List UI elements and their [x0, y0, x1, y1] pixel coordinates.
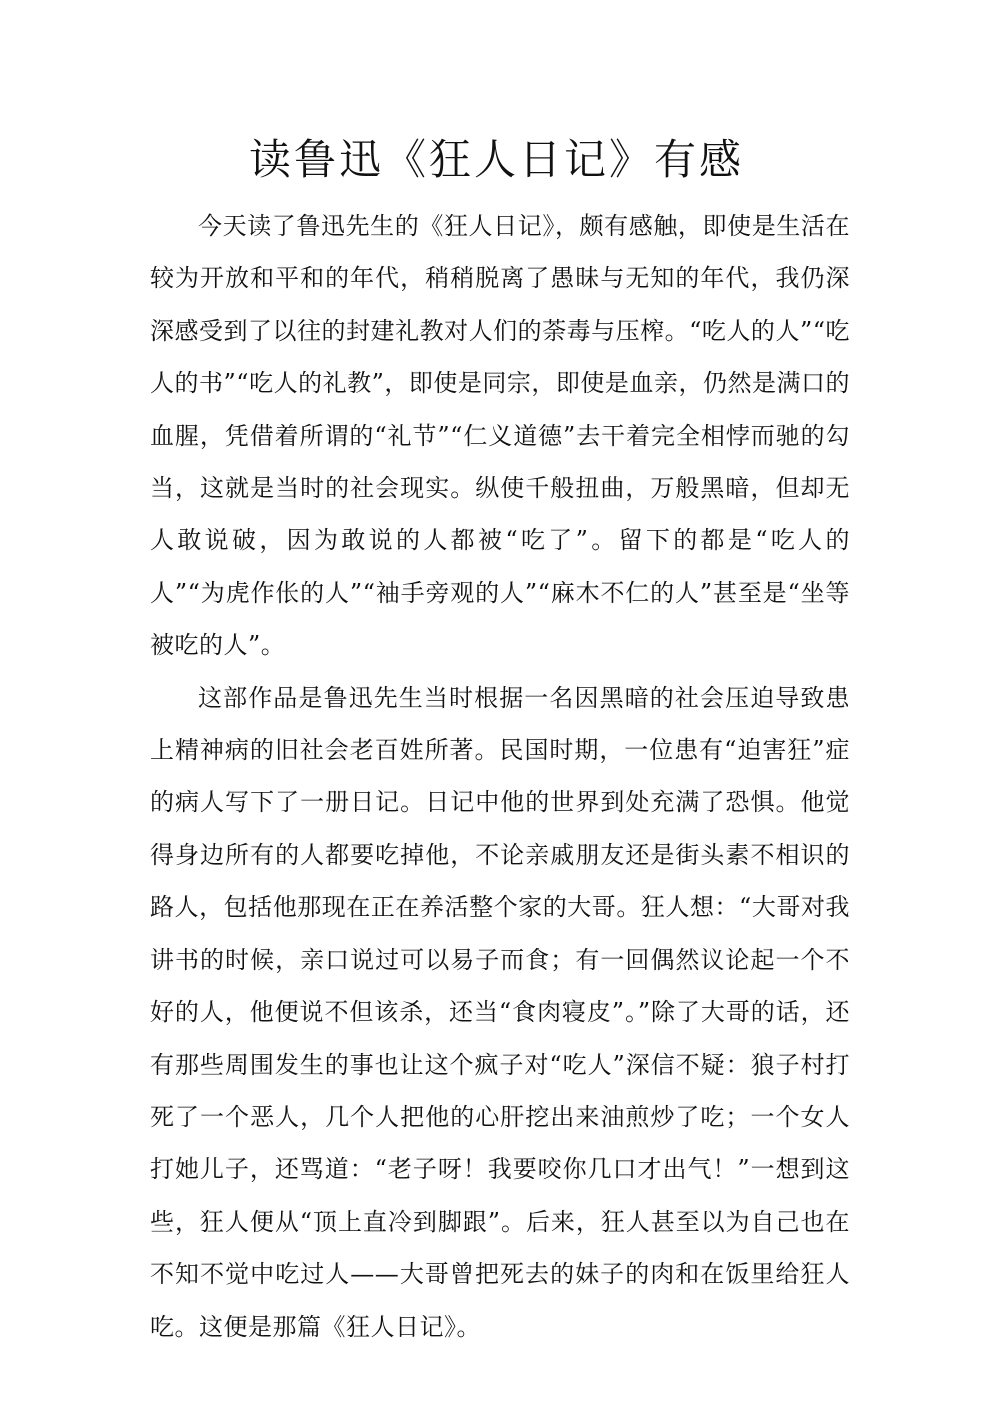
document-body: [150, 200, 850, 1353]
paragraph-2: 这部作品是鲁迅先生当时根据一名因黑暗的社会压迫导致患上精神病的旧社会老百姓所著。民国时期，一位患有“迫害狂”症的病人写下了一册日记。日记中他的世界到处充满了恐惧。他觉得身边所有的人都要吃掉他，不论亲戚朋友还是街头素不相识的路人，包括他那现在正在养活整个家的大哥。狂人想：“大哥对我讲书的时候，亲口说过可以易子而食；有一回偶然议论起一个不好的人，他便说不但该杀，还当“食肉寝皮”。”除了大哥的话，还有那些周围发生的事也让这个疯子对“吃人”深信不疑：狼子村打死了一个恶人，几个人把他的心肝挖出来油煎炒了吃；一个女人打她儿子，还骂道：“老子呀！我要咬你几口才出气！”一想到这些，狂人便从“顶上直冷到脚跟”。后来，狂人甚至以为自己也在不知不觉中吃过人——大哥曾把死去的妹子的肉和在饭里给狂人吃。这便是那篇《狂人日记》。: [150, 683, 850, 1341]
paragraph-1: 今天读了鲁迅先生的《狂人日记》，颇有感触，即使是生活在较为开放和平和的年代，稍稍脱离了愚昧与无知的年代，我仍深深感受到了以往的封建礼教对人们的荼毒与压榨。“吃人的人”“吃人的书”“吃人的礼教”，即使是同宗，即使是血亲，仍然是满口的血腥，凭借着所谓的“礼节”“仁义道德”去干着完全相悖而驰的勾当，这就是当时的社会现实。纵使千般扭曲，万般黑暗，但却无人敢说破，因为敢说的人都被“吃了”。留下的都是“吃人的人”“为虎作伥的人”“袖手旁观的人”“麻木不仁的人”甚至是“坐等被吃的人”。: [150, 212, 850, 660]
page-title: 读鲁迅《狂人日记》有感: [248, 135, 744, 184]
